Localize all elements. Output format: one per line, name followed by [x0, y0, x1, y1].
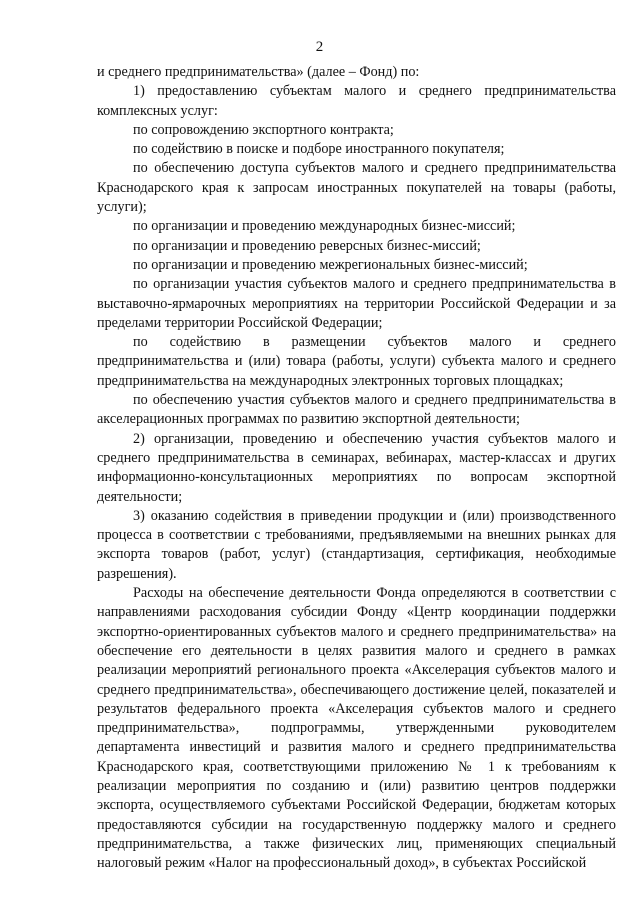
paragraph: по содействию в размещении субъектов малого и среднего предпринимательства и (или) товара (работы, услуги) субъекта малого и среднего предпринимательства на международных электронных торговых площадках;: [97, 334, 616, 389]
paragraph: по организации участия субъектов малого и среднего предпринимательства в выставочно-ярмарочных мероприятиях на территории Российской Федерации и за пределами территории Российской Федерации;: [97, 276, 616, 331]
paragraph: 2) организации, проведению и обеспечению участия субъектов малого и среднего предпринимательства в семинарах, вебинарах, мастер-классах и других информационно-консультационных мероприятиях по вопросам экспортной деятельности;: [97, 430, 616, 505]
paragraph: 1) предоставлению субъектам малого и среднего предпринимательства комплексных услуг:: [97, 83, 616, 119]
paragraph: по организации и проведению реверсных бизнес-миссий;: [133, 237, 481, 254]
paragraph: 3) оказанию содействия в приведении продукции и (или) производственного процесса в соответствии с требованиями, предъявляемыми на внешних рынках для экспорта товаров (работ, услуг) (стандартизация, сертификация, необходимые разрешения).: [97, 507, 616, 582]
paragraph: по обеспечению доступа субъектов малого и среднего предпринимательства Краснодарского края к запросам иностранных покупателей на товары (работы, услуги);: [97, 160, 616, 216]
paragraph: и среднего предпринимательства» (далее – Фонд) по:: [97, 64, 420, 80]
paragraph: Расходы на обеспечение деятельности Фонда определяются в соответствии с направлениями расходования субсидии Фонду «Центр координации поддержки экспортно-ориентированных субъектов малого и среднего предпринимательства» на обеспечение его деятельности в целях развития малого и среднего в рамках реализации мероприятий регионального проекта «Акселерация субъектов малого и среднего предпринимательства», обеспечивающего достижение целей, показателей и результатов федерального проекта «Акселерация субъектов малого и среднего предпринимательства», подпрограммы, утвержденными руководителем департамента инвестиций и развития малого и среднего предпринимательства Краснодарского края, соответствующими приложению № 1 к требованиям к реализации мероприятия по созданию и (или) развитию центров поддержки экспорта, осуществляемого субъектами Российской Федерации, бюджетам которых предоставляются субсидии на государственную поддержку малого и среднего предпринимательства, а также физических лиц, применяющих специальный налоговый режим «Налог на профессиональный доход», в субъектах Российской: [97, 585, 616, 872]
paragraph: по организации и проведению межрегиональных бизнес-миссий;: [133, 256, 528, 273]
paragraph: по содействию в поиске и подборе иностранного покупателя;: [133, 141, 505, 158]
document-body: [97, 63, 616, 873]
page-number: 2: [315, 39, 324, 55]
paragraph: по сопровождению экспортного контракта;: [133, 121, 394, 138]
paragraph: по обеспечению участия субъектов малого и среднего предпринимательства в акселерационных программах по развитию экспортной деятельности;: [97, 392, 616, 428]
paragraph: по организации и проведению международных бизнес-миссий;: [133, 218, 516, 235]
